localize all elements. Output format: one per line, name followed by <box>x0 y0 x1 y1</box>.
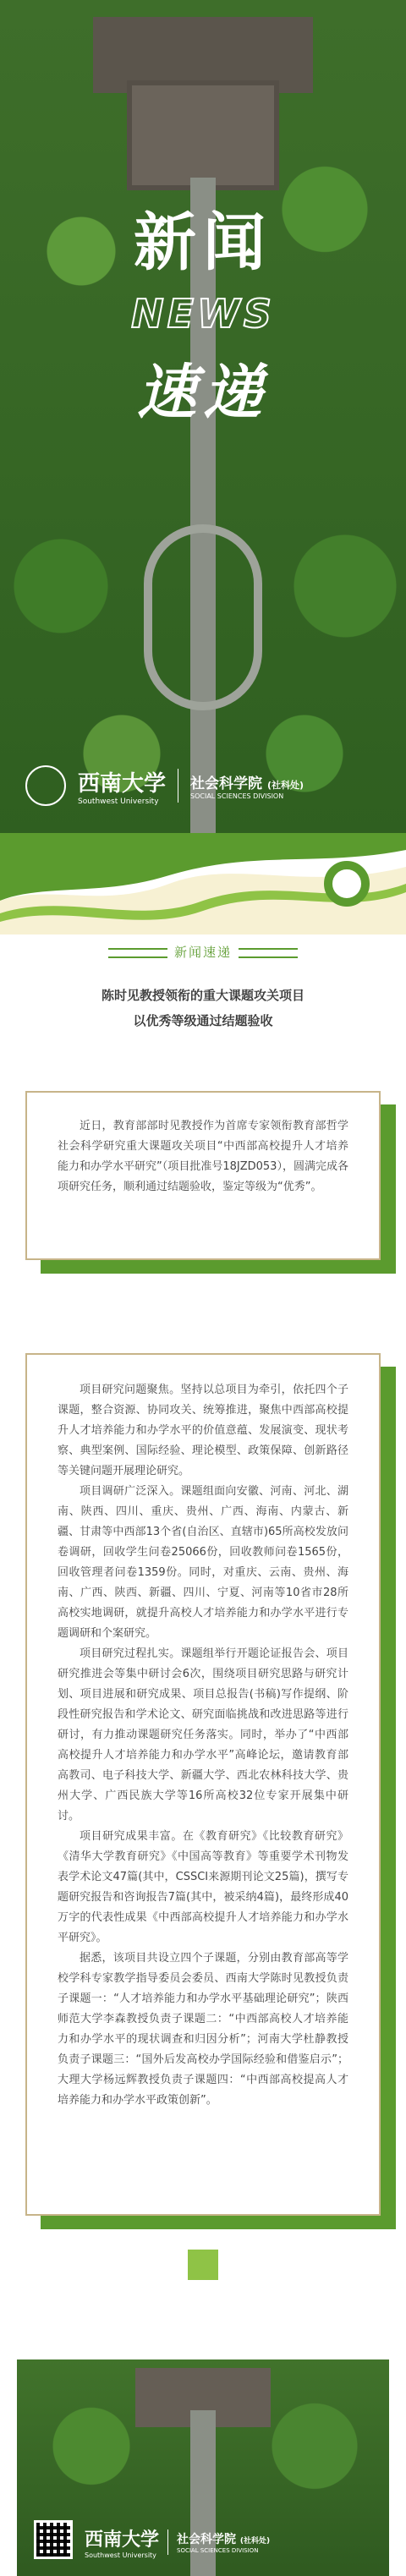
footer-school-name: 西南大学 <box>85 2529 160 2551</box>
building-graphic <box>127 80 279 190</box>
hero-logo-group <box>25 765 304 806</box>
school-name-en: Southwest University <box>78 797 159 806</box>
school-name: 西南大学 <box>78 770 167 797</box>
college-logo <box>190 771 304 800</box>
footer-school-logo <box>85 2525 159 2559</box>
section-label <box>0 943 406 961</box>
footer-banner <box>17 2360 389 2576</box>
decorative-wave-band <box>0 833 406 934</box>
body-paragraph-5: 据悉，该项目共设立四个子课题，分别由教育部高等学校学科专家教学指导委员会委员、西南大学陈时见教授负责子课题一：“人才培养能力和办学水平基础理论研究”；陕西师范大学李森教授负责子课题二：“中西部高校人才培养能力和办学水平的现状调查和归因分析”；河南大学杜静教授负责子课题三：“国外后发高校办学国际经验和借鉴启示”；大理大学杨远辉教授负责子课题四：“中西部高校提高人才培养能力和办学水平政策创新”。 <box>58 1952 348 2107</box>
college-tag: (社科处) <box>266 780 304 791</box>
footer-college-logo <box>177 2530 270 2554</box>
college-name: 社会科学院 <box>190 776 263 792</box>
intro-paragraph: 近日，教育部部时见教授作为首席专家领衔教育部哲学社会科学研究重大课题攻关项目“中西部高校提升人才培养能力和办学水平研究”（项目批准号18JZD053），圆满完成各项研究任务，顺利通过结题验收，鉴定等级为“优秀”。 <box>58 1120 348 1193</box>
body-paragraph-3: 项目研究过程扎实。课题组举行开题论证报告会、项目研究推进会等集中研讨会6次，围绕项目研究思路与研究计划、项目进展和研究成果、项目总报告(书稿)写作提纲、阶段性研究报告和学术论文、研究面临挑战和改进思路等进行研讨，有力推动课题研究任务落实。同时，举办了“中西部高校提升人才培养能力和办学水平”高峰论坛，邀请教育部高教司、电子科技大学、新疆大学、西北农林科技大学、贵州大学、广西民族大学等16所高校32位专家开展集中研讨。 <box>58 1647 348 1822</box>
footer-college-name: 社会科学院 <box>177 2533 237 2546</box>
footer-college-tag: (社科处) <box>239 2537 271 2546</box>
qr-code-icon[interactable] <box>34 2520 73 2559</box>
hero-title-news-en: NEWS <box>131 291 275 337</box>
hero-title-express-cn: 速递 <box>137 358 269 427</box>
body-paragraph-2: 项目调研广泛深入。课题组面向安徽、河南、河北、湖南、陕西、四川、重庆、贵州、广西、海南、内蒙古、新疆、甘肃等中西部13个省(自治区、直辖市)65所高校发放问卷调研，回收学生问卷25066份，回收教师问卷1565份，回收管理者问卷1359份。同时，对重庆、云南、贵州、海南、广西、陕西、新疆、四川、宁夏、河南等10省市28所高校实地调研，就提升高校人才培养能力和办学水平进行专题调研和个案研究。 <box>58 1485 348 1640</box>
body-paragraph-4: 项目研究成果丰富。在《教育研究》《比较教育研究》《清华大学教育研究》《中国高等教育》等重要学术刊物发表学术论文47篇(其中，CSSCI来源期刊论文25篇)，撰写专题研究报告和咨询报告7篇(其中，被采纳4篇)，最终形成40万字的代表性成果《中西部高校提升人才培养能力和办学水平研究》。 <box>58 1830 348 1944</box>
decorative-square <box>188 2250 218 2280</box>
article-headline: 陈时见教授领衔的重大课题攻关项目 以优秀等级通过结题验收 <box>101 988 304 1028</box>
roundabout-graphic <box>144 524 262 710</box>
intro-box <box>25 1091 381 1260</box>
hero-title <box>0 206 406 430</box>
ring-icon <box>328 865 365 902</box>
section-label-text: 新闻速递 <box>173 945 232 960</box>
hero-banner <box>0 0 406 837</box>
body-box <box>25 1353 381 2216</box>
school-seal-icon <box>25 765 66 806</box>
footer-school-name-en: Southwest University <box>85 2551 156 2559</box>
label-left-lines <box>108 948 167 958</box>
footer-logo-group <box>85 2525 270 2559</box>
school-logo <box>78 766 166 806</box>
college-name-en: SOCIAL SCIENCES DIVISION <box>190 792 284 800</box>
footer-college-name-en: SOCIAL SCIENCES DIVISION <box>177 2547 259 2554</box>
hero-title-news-cn: 新闻 <box>134 206 272 279</box>
label-right-lines <box>239 948 298 958</box>
body-paragraph-1: 项目研究问题聚焦。坚持以总项目为牵引，依托四个子课题，整合资源、协同攻关、统筹推进，聚焦中西部高校提升人才培养能力和办学水平的价值意蕴、发展演变、现状考察、典型案例、国际经验、理论模型、政策保障、创新路径等关键问题开展理论研究。 <box>58 1384 348 1477</box>
footer-logo-divider <box>167 2529 168 2555</box>
